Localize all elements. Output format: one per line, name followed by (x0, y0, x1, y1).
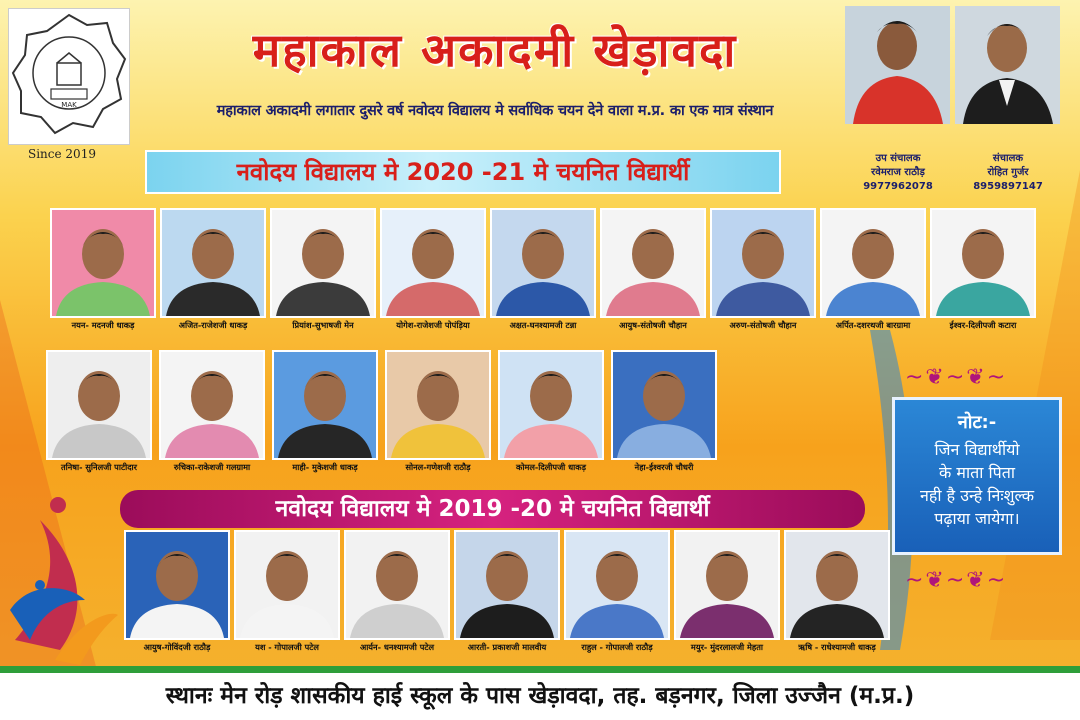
student-photo (270, 208, 376, 318)
subtitle: महाकाल अकादमी लगातार दुसरे वर्ष नवोदय विद्यालय मे सर्वाधिक चयन देने वाला म.प्र. का एक मात्र संस्थान (216, 103, 774, 119)
person-icon (492, 210, 594, 316)
since-label: Since 2019 (28, 147, 96, 161)
student-name: यश - गोपालजी पटेल (255, 642, 319, 652)
student-name: राहुल - गोपालजी राठौड़ (581, 642, 653, 652)
note-box (892, 397, 1062, 555)
person-icon (822, 210, 924, 316)
staff-role: संचालक (992, 153, 1024, 164)
student-photo (159, 350, 265, 460)
page-title: महाकाल अकादमी खेड़ावदा (252, 23, 738, 77)
note-line: नही है उन्हे निःशुल्क (920, 486, 1034, 505)
person-icon (676, 532, 778, 638)
student-name: आयुष-गोविंदजी राठौड़ (143, 642, 211, 652)
student-photo (564, 530, 670, 640)
person-icon (712, 210, 814, 316)
student-name: आरती- प्रकाशजी मालवीय (467, 642, 547, 652)
person-icon (387, 352, 489, 458)
student-photo (344, 530, 450, 640)
ornament-bottom-icon: ~❦~❦~ (905, 568, 1008, 593)
person-icon (566, 532, 668, 638)
note-line: जिन विद्यार्थीयो (934, 440, 1020, 459)
logo-acronym: MAK (61, 101, 77, 109)
academy-logo (8, 8, 130, 145)
logo-emblem-icon (9, 9, 129, 144)
student-name: मयुर- मुंदरलालजी मेहता (690, 642, 764, 652)
student-name: अरुण-संतोषजी चौहान (729, 320, 797, 330)
student-photo (784, 530, 890, 640)
student-photo (820, 208, 926, 318)
student-photo (272, 350, 378, 460)
student-name: ईश्वर-दिलीपजी कटारा (949, 320, 1017, 330)
student-name: नयन- मदनजी धाकड़ (71, 320, 135, 330)
student-photo (234, 530, 340, 640)
student-photo (46, 350, 152, 460)
student-photo (498, 350, 604, 460)
ornament-top-icon: ~❦~❦~ (905, 365, 1008, 390)
student-name: सोनल-गणेशजी राठौड़ (405, 462, 471, 472)
person-icon (602, 210, 704, 316)
note-body (895, 438, 1059, 530)
student-name: कोमल-दिलीपजी धाकड़ (516, 462, 586, 472)
staff-phone: 8959897147 (973, 181, 1043, 192)
banner-2020-21: नवोदय विद्यालय मे 2020 -21 मे चयनित विद्यार्थी (145, 150, 781, 194)
person-icon (162, 210, 264, 316)
student-photo (124, 530, 230, 640)
person-icon (456, 532, 558, 638)
staff-deputy-director (843, 152, 953, 194)
staff-name: रोहित गुर्जर (987, 167, 1029, 178)
student-photo (454, 530, 560, 640)
student-photo (50, 208, 156, 318)
staff-phone: 9977962078 (863, 181, 933, 192)
person-icon (932, 210, 1034, 316)
person-icon (236, 532, 338, 638)
student-name: प्रियांश-सुभाषजी मेन (292, 320, 354, 330)
note-line: के माता पिता (939, 463, 1015, 482)
person-icon (52, 210, 154, 316)
student-name: नेहा-ईश्वरजी चौधरी (634, 462, 694, 472)
student-name: अक्षत-घनश्यामजी टन्ना (509, 320, 577, 330)
student-photo (611, 350, 717, 460)
student-photo (930, 208, 1036, 318)
staff-photo-director (955, 6, 1060, 124)
staff-director (953, 152, 1063, 194)
note-title: नोट:- (957, 412, 997, 433)
student-name: माही- मुकेशजी धाकड़ (292, 462, 358, 472)
student-name: योगेश-राजेशजी पोपंड़िया (396, 320, 470, 330)
person-icon (272, 210, 374, 316)
student-photo (380, 208, 486, 318)
person-icon (613, 352, 715, 458)
person-icon (845, 6, 950, 124)
person-icon (786, 532, 888, 638)
person-icon (274, 352, 376, 458)
person-icon (346, 532, 448, 638)
student-name: तनिषा- सुनिलजी पाटीदार (60, 462, 138, 472)
person-icon (382, 210, 484, 316)
student-name: अर्पित-दशरथजी बारग्रामा (835, 320, 911, 330)
footer-divider (0, 666, 1080, 673)
person-icon (500, 352, 602, 458)
footer-address: स्थानः मेन रोड़ शासकीय हाई स्कूल के पास खेड़ावदा, तह. बड़नगर, जिला उज्जैन (म.प्र.) (165, 683, 915, 709)
student-photo (600, 208, 706, 318)
person-icon (126, 532, 228, 638)
staff-name: रवेमराज राठौड़ (871, 167, 925, 178)
staff-role: उप संचालक (875, 153, 921, 164)
student-name: अजित-राजेशजी धाकड़ (178, 320, 248, 330)
person-icon (161, 352, 263, 458)
student-photo (385, 350, 491, 460)
person-icon (955, 6, 1060, 124)
student-photo (674, 530, 780, 640)
student-name: आर्यन- धनश्यामजी पटेल (359, 642, 435, 652)
staff-photo-deputy-director (845, 6, 950, 124)
student-name: ऋषि - राधेश्यामजी धाकड़ (798, 642, 876, 652)
student-photo (160, 208, 266, 318)
student-name: आयुष-संतोषजी चौहान (619, 320, 687, 330)
note-line: पढ़ाया जायेगा। (934, 509, 1020, 528)
student-photo (710, 208, 816, 318)
banner-2019-20: नवोदय विद्यालय मे 2019 -20 मे चयनित विद्यार्थी (120, 490, 865, 528)
student-photo (490, 208, 596, 318)
student-name: रुचिका-राकेशजी गलग्रामा (173, 462, 251, 472)
person-icon (48, 352, 150, 458)
